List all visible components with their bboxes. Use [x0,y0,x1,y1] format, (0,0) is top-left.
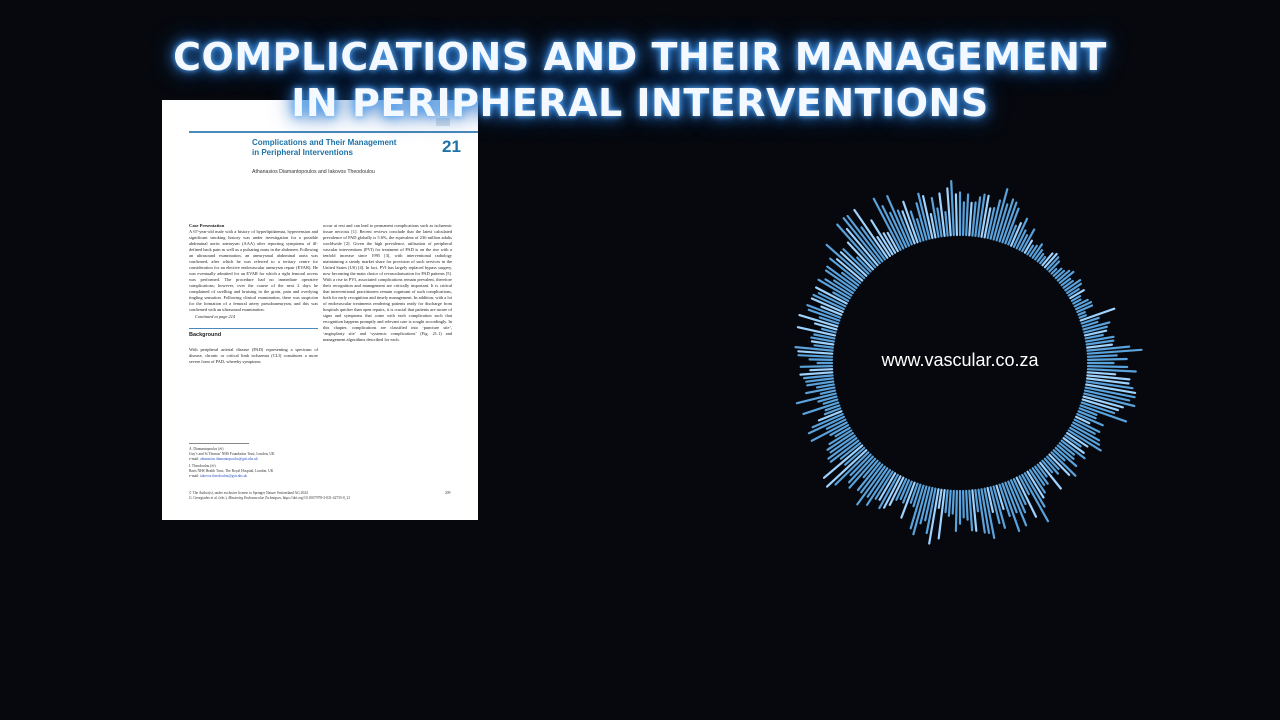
visualizer-bar [800,372,832,374]
visualizer-bar [969,491,972,531]
page-number: 209 [445,491,451,495]
author2-name: I. Theodoulou (✉) [189,464,216,469]
copyright-notice [189,491,451,501]
visualizer-bar [966,195,968,236]
visualizer-bar [801,366,832,367]
visualizer-bar [966,491,967,520]
copyright-line2 [189,496,451,501]
visualizer-bar [969,203,971,236]
visualizer-bar [1080,315,1086,317]
visualizer-bar [1079,312,1085,315]
background-heading: Background [189,332,222,338]
author2-email-line [189,474,449,479]
continued-note: Continued at page 214 [195,314,236,319]
visualizer-bar [963,202,964,235]
visualizer-bar [951,181,954,235]
visualizer-bar [953,491,954,514]
video-title-line1: COMPLICATIONS AND THEIR MANAGEMENT [173,35,1107,79]
author1-affiliation: Guy’s and St Thomas’ NHS Foundation Trust, London, UK [189,451,275,456]
author1-email-link[interactable]: athanasios.diamantopoulos@gstt.nhs.uk [200,456,258,461]
copyright-line1: © The Author(s), under exclusive license to Springer Nature Switzerland AG 2024 [189,491,308,495]
chapter-title [252,138,422,158]
visualizer-bar [799,355,833,357]
author2-affiliation: Barts NHS Health Trust, The Royal Hospital, London, UK [189,469,274,474]
visualizer-bar [939,490,942,508]
copyright-editors: G. Georgiades et al. (eds.), [189,495,228,500]
right-column-text: occur at rest and can lead to permanent complications such as ischaemic tissue necrosis [1]. Recent reviews conclude that the latest calculated prevalence of PAD globally is 5.6%, the equivalent of 236 million adults worldwide [2]. Given the high prevalence, utilisation of peripheral vascular interventions (PVI) for treatment of PAD is on the rise with a tenfold increase since 1995 [3], with interventional radiology maintaining a steady market share for provision of such services in the United States (US) [4]. In fact, PVI has largely replaced bypass surgery, now becoming the main choice of revascularisation for PAD patients [5]. With a rise in PVI, associated complications remain prevalent, therefore their recognition and management are critically important. It is critical that interventional practitioners remain cognisant of such complications, both for early recognition and timely management. In addition, with a lot of endovascular treatments rendering patients ready for discharge from hospitals quicker than open repairs, it is crucial that patients are aware of signs and symptoms that come with each complication such that recognition happens promptly and relevant care is sought accordingly. In this chapter, complications are classified into ‘puncture site’, ‘angioplasty site’ and ‘systemic complications’ (Fig. 21.1) and management algorithms described for each. [323,223,452,342]
visualizer-bar [810,359,832,360]
chapter-title-line2: in Peripheral Interventions [252,148,353,157]
visualizer-bar [798,351,832,353]
chapter-first-page [162,100,478,520]
visualizer-bar [945,212,947,236]
case-heading: Case Presentation [189,223,225,228]
author2-email-label: e-mail: [189,473,200,478]
author-footnote [189,443,449,479]
right-column [323,223,452,343]
footnote-rule [189,443,249,444]
visualizer-bar [1087,345,1112,348]
copyright-book-title: Mastering Endovascular Techniques, [228,495,282,500]
visualizer-bar [1088,366,1127,367]
chapter-number: 21 [442,137,461,156]
author1-name: A. Diamantopoulos (✉) [189,447,224,451]
case-text: A 67-year-old male with a history of hyperlipidaemia, hypertension and significant smoking history was under investigation for a possible abdominal aortic aneurysm (AAA) after reporting symptoms of ill-defined back pain as well as a pulsating mass in the abdomen. Following an ultrasound examination, an aneurysmal abdominal aorta was confirmed, after which he was referred to a tertiary centre for consideration for an elective endovascular aneurysm repair (EVAR). He was eventually admitted for an EVAR for which a right femoral access was performed. The procedure had no immediate operative complications; however, over the course of the next 2 days he complained of swelling and bruising in the groin, pain and overlying tingling sensation. Following clinical examination, there was suspicion for the formation of a femoral artery pseudoaneurysm, and this was confirmed with an ultrasound examination. [189,229,318,312]
visualizer-bar [1088,369,1136,371]
background-text: With peripheral arterial disease (PAD) representing a spectrum of disease, chronic or critical limb ischaemia (CLI) constitutes a more severe form of PAD, whereby symptoms [189,347,318,364]
visualizer-bar [804,375,833,378]
visualizer-bar [975,490,978,511]
visualizer-bar [815,345,833,347]
visualizer-bar [946,490,948,512]
chapter-authors: Athanasios Diamantopoulos and Iakovos Theodoulou [252,169,375,175]
section-rule [189,328,318,329]
author2-email-link[interactable]: iakovos.theodoulou@gstt.nhs.uk [200,473,248,478]
video-title-line2: IN PERIPHERAL INTERVENTIONS [291,81,989,125]
left-column [189,223,318,365]
visualizer-bar [810,369,832,370]
video-title [0,34,1280,126]
visualizer-bar [956,491,957,531]
visualizer-bar [963,491,964,517]
visualizer-bar [1088,355,1117,356]
visualizer-bar [817,385,834,388]
visualizer-bar [956,194,957,235]
website-url[interactable]: www.vascular.co.za [881,350,1039,370]
visualizer-bar [1088,372,1116,374]
author1-email-label: e-mail: [189,456,200,461]
header-rule [189,131,478,133]
doi-link[interactable]: https://doi.org/10.1007/978-3-031-42735-0_21 [282,495,351,500]
visualizer-bar [1088,359,1127,360]
visualizer-bar [949,491,951,516]
chapter-title-line1: Complications and Their Management [252,138,397,147]
